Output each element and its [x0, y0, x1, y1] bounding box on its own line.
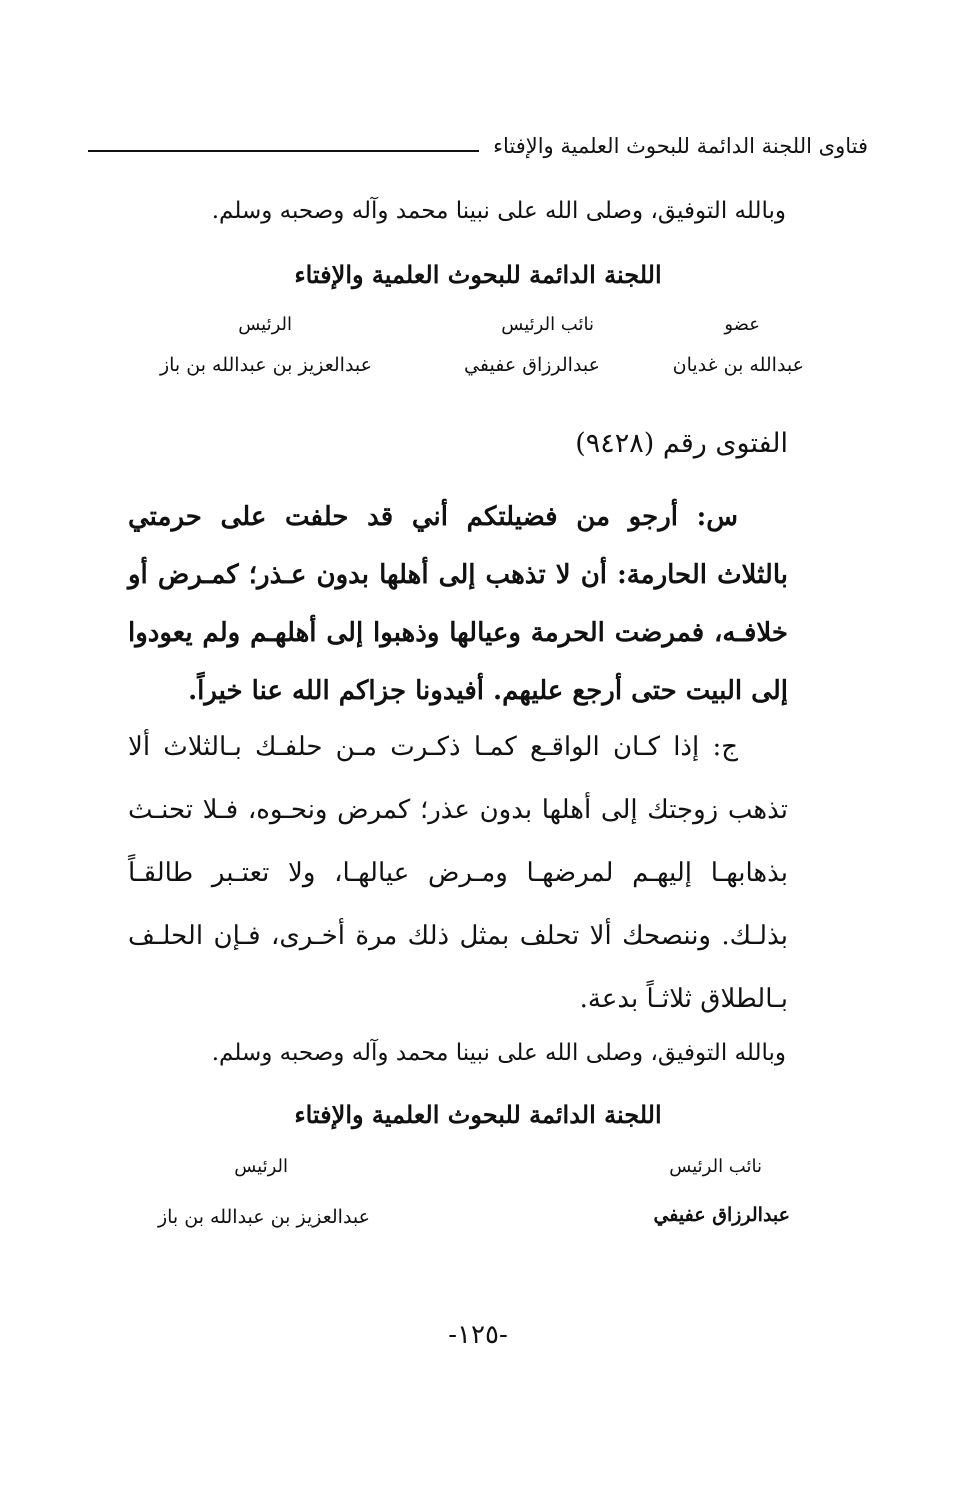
running-title: فتاوى اللجنة الدائمة للبحوث العلمية والإفتاء: [493, 134, 868, 158]
running-header: [88, 128, 868, 164]
member-role-president: الرئيس: [238, 314, 292, 335]
committee-title-2: اللجنة الدائمة للبحوث العلمية والإفتاء: [294, 1100, 662, 1129]
member-name-vice-president: عبدالرزاق عفيفي: [464, 354, 600, 376]
member-role-vice-president-2: نائب الرئيس: [669, 1156, 762, 1177]
member-role-vice-president: نائب الرئيس: [501, 314, 594, 335]
member-role-member: عضو: [724, 314, 760, 335]
answer-paragraph: ج: إذا كـان الواقـع كمـا ذكـرت مـن حلفـك بـالثلاث ألا تذهب زوجتك إلى أهلها بدون عذر؛ كمرض ونحـوه، فـلا تحنـث بذهابهـا إليهـم لمرضهـا ومـرض عيالهـا، ولا تعتـبر طالقـاً بذلـك. وننصحك ألا تحلف بمثل ذلك مرة أخـرى، فـإن الحلـف بـالطلاق ثلاثـاً بدعة.: [128, 732, 788, 1014]
member-name-member: عبدالله بن غديان: [672, 354, 804, 376]
closing-formula: وبالله التوفيق، وصلى الله على نبينا محمد وآله وصحبه وسلم.: [211, 198, 786, 224]
committee-title: اللجنة الدائمة للبحوث العلمية والإفتاء: [294, 260, 662, 289]
question-paragraph: س: أرجو من فضيلتكم أني قد حلفت على حرمتي بالثلاث الحارمة: أن لا تذهب إلى أهلها بدون عـذر؛ كمـرض أو خلافـه، فمرضت الحرمة وعيالها وذهبوا إلى أهلهـم ولم يعودوا إلى البيت حتى أرجع عليهم. أفيدونا جزاكم الله عنا خيراً.: [128, 502, 788, 706]
member-name-president: عبدالعزيز بن عبدالله بن باز: [159, 354, 372, 376]
member-role-president-2: الرئيس: [234, 1156, 288, 1177]
header-rule: [88, 150, 479, 152]
closing-formula-2: وبالله التوفيق، وصلى الله على نبينا محمد وآله وصحبه وسلم.: [211, 1040, 786, 1066]
member-name-vice-president-2: عبدالرزاق عفيفي: [653, 1204, 790, 1226]
member-name-president-2: عبدالعزيز بن عبدالله بن باز: [157, 1206, 370, 1228]
fatwa-number: الفتوى رقم (٩٤٢٨): [575, 428, 788, 459]
page-number: -١٢٥-: [448, 1320, 508, 1350]
